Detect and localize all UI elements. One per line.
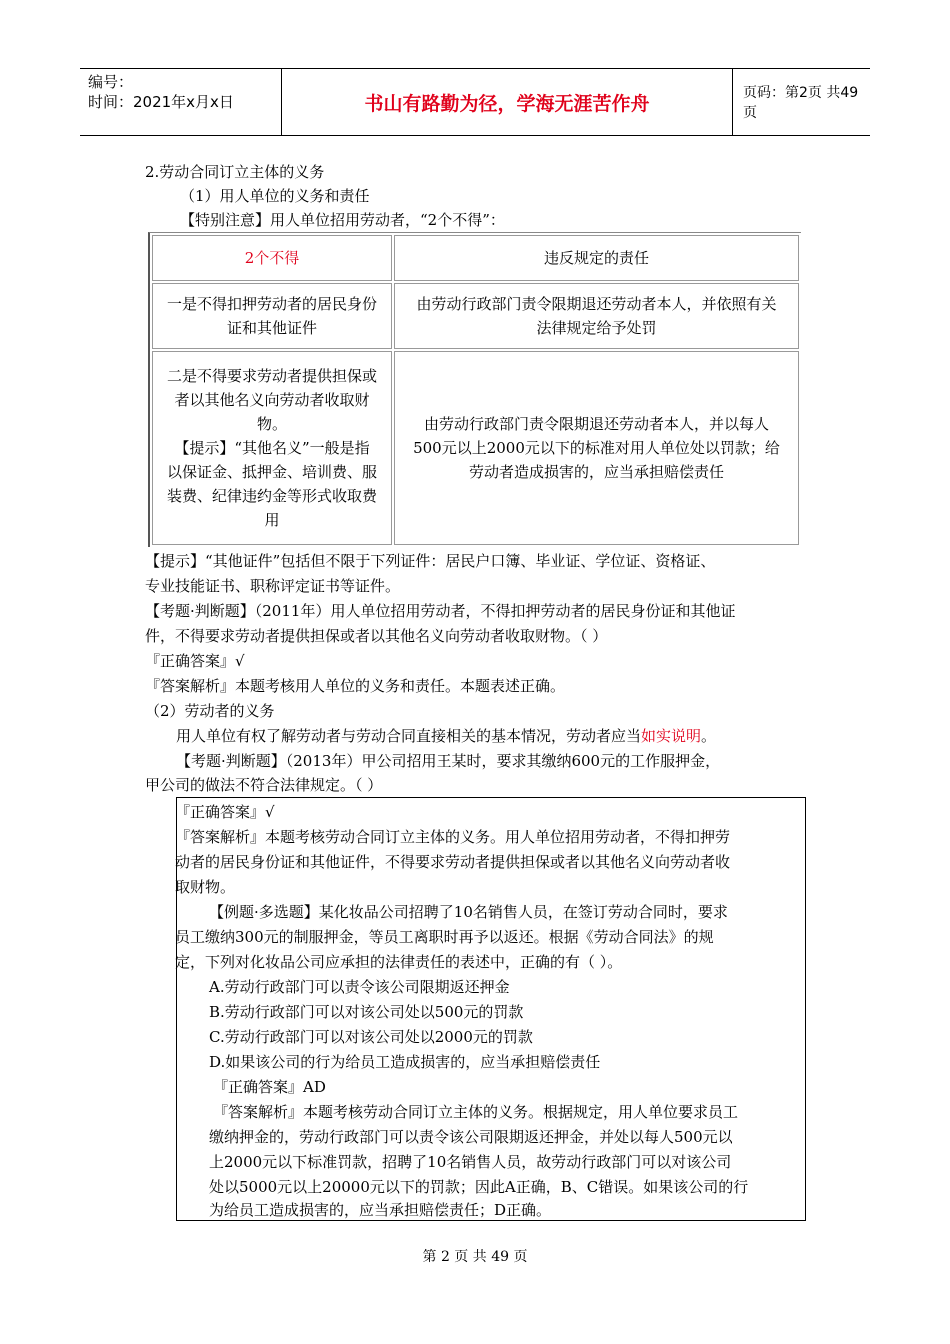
cell-line: 法律规定给予处罚 [536,319,657,337]
example-analysis-line: 为给员工造成损害的，应当承担赔偿责任；D正确。 [209,1201,552,1219]
cell-line: 劳动者造成损害的，应当承担赔偿责任 [468,463,724,481]
duty-paragraph [176,726,716,746]
tip-line: 专业技能证书、职称评定证书等证件。 [145,577,401,595]
tip-line: 【提示】“其他证件”包括但不限于下列证件：居民户口簿、毕业证、学位证、资格证、 [145,552,716,570]
example-line: 员工缴纳300元的制服押金，等员工离职时再予以返还。根据《劳动合同法》的规 [175,928,714,946]
table-row [152,351,799,545]
serial-label: 编号： [88,73,134,91]
table-header-row [152,235,799,281]
option-d: D.如果该公司的行为给员工造成损害的，应当承担赔偿责任 [209,1053,601,1071]
example-analysis-line: 处以5000元以上20000元以下的罚款；因此A正确，B、C错误。如果该公司的行 [209,1178,749,1196]
correct-answer: 『正确答案』√ [175,803,275,821]
analysis-line: 取财物。 [175,878,236,896]
table-header-cell: 2个不得 [152,235,392,281]
table-cell [152,351,392,545]
example-analysis-line: 缴纳押金的，劳动行政部门可以责令该公司限期返还押金，并处以每人500元以 [209,1128,733,1146]
question-line: 件，不得要求劳动者提供担保或者以其他名义向劳动者收取财物。（ ） [145,627,608,645]
header-meta [80,69,282,135]
cell-line: 二是不得要求劳动者提供担保或 [166,367,377,385]
cell-line: 500元以上2000元以下的标准对用人单位处以罚款；给 [413,439,780,457]
cell-line: 由劳动行政部门责令限期退还劳动者本人，并依照有关 [416,295,777,313]
cell-line: 由劳动行政部门责令限期退还劳动者本人，并以每人 [423,415,769,433]
page-header [80,68,870,136]
duty-text: 用人单位有权了解劳动者与劳动合同直接相关的基本情况，劳动者应当 [176,727,642,745]
example-analysis-line: 『答案解析』本题考核劳动合同订立主体的义务。根据规定，用人单位要求员工 [213,1103,739,1121]
duty-highlight: 如实说明 [641,727,702,745]
subsection-employer: （1）用人单位的义务和责任 [180,187,370,205]
question-line: 甲公司的做法不符合法律规定。（ ） [145,776,383,794]
cell-line: 一是不得扣押劳动者的居民身份 [166,295,377,313]
header-page-info: 页码：第2页 共49页 [743,85,859,121]
obligations-table [148,232,801,547]
special-note: 【特别注意】用人单位招用劳动者，“2个不得”： [180,211,505,229]
option-c: C.劳动行政部门可以对该公司处以2000元的罚款 [209,1028,533,1046]
cell-line: 以保证金、抵押金、培训费、服 [166,463,377,481]
example-line: 【例题·多选题】某化妆品公司招聘了10名销售人员，在签订劳动合同时，要求 [209,903,728,921]
cell-line: 用 [264,511,280,529]
duty-end: 。 [701,727,717,745]
table-header-cell: 违反规定的责任 [394,235,799,281]
option-a: A.劳动行政部门可以责令该公司限期返还押金 [209,978,510,996]
answer-box [176,797,806,1221]
analysis-line: 动者的居民身份证和其他证件，不得要求劳动者提供担保或者以其他名义向劳动者收 [175,853,731,871]
example-line: 定，下列对化妆品公司应承担的法律责任的表述中，正确的有（ ）。 [175,953,623,971]
cell-line: 装费、纪律违约金等形式收取费 [166,487,377,505]
correct-answer: 『正确答案』√ [145,652,245,670]
cell-line: 证和其他证件 [226,319,317,337]
table-cell [394,351,799,545]
question-line: 【考题·判断题】（2013年）甲公司招用王某时，要求其缴纳600元的工作服押金， [176,752,721,770]
page-footer: 第 2 页 共 49 页 [422,1249,528,1265]
cell-line: 者以其他名义向劳动者收取财 [174,391,370,409]
table-cell [394,283,799,349]
analysis-line: 『答案解析』本题考核劳动合同订立主体的义务。用人单位招用劳动者，不得扣押劳 [175,828,731,846]
section-title: 2.劳动合同订立主体的义务 [145,163,325,181]
example-analysis-line: 上2000元以下标准罚款，招聘了10名销售人员，故劳动行政部门可以对该公司 [209,1153,732,1171]
question-line: 【考题·判断题】（2011年）用人单位招用劳动者，不得扣押劳动者的居民身份证和其他证 [145,602,736,620]
table-cell [152,283,392,349]
header-motto: 书山有路勤为径，学海无涯苦作舟 [282,69,733,135]
time-label: 时间：2021年x月x日 [88,93,234,111]
subsection-employee: （2）劳动者的义务 [145,702,275,720]
option-b: B.劳动行政部门可以对该公司处以500元的罚款 [209,1003,524,1021]
table-row [152,283,799,349]
cell-line: 【提示】“其他名义”一般是指 [174,439,370,457]
answer-analysis: 『答案解析』本题考核用人单位的义务和责任。本题表述正确。 [145,677,566,695]
cell-line: 物。 [256,415,287,433]
example-answer: 『正确答案』AD [213,1078,326,1096]
